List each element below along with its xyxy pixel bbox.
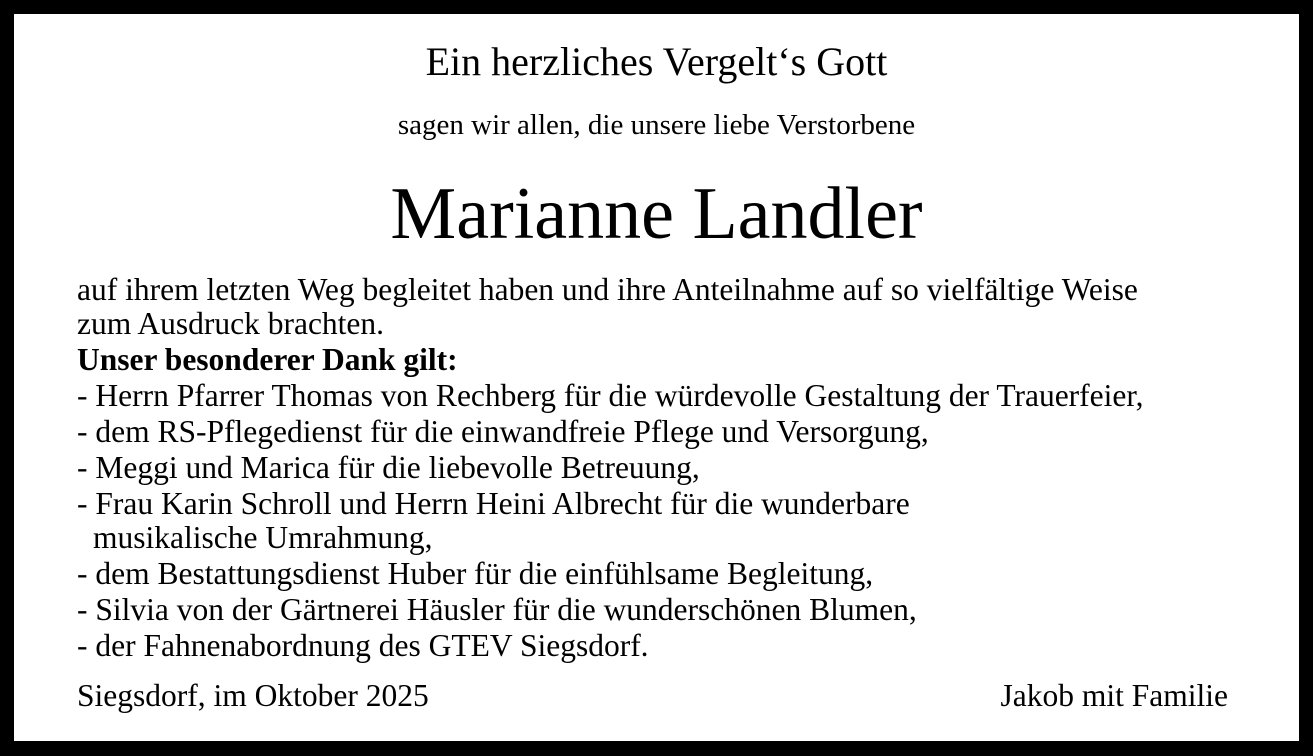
- thanks-item: - der Fahnenabordnung des GTEV Siegsdorf.: [77, 628, 649, 663]
- headline: Ein herzliches Vergelt‘s Gott: [425, 39, 888, 84]
- signature: Jakob mit Familie: [1000, 678, 1228, 713]
- thanks-item: - dem RS-Pflegedienst für die einwandfreie Pflege und Versorgung,: [77, 414, 929, 449]
- notice-body: [77, 272, 1143, 664]
- thanks-item: - Frau Karin Schroll und Herrn Heini Albrecht für die wunderbare: [77, 486, 910, 521]
- thanks-item-continuation: musikalische Umrahmung,: [93, 520, 433, 555]
- thanks-item: - Silvia von der Gärtnerei Häusler für die wunderschönen Blumen,: [77, 592, 917, 627]
- deceased-name: Marianne Landler: [390, 173, 923, 255]
- thanks-item: - dem Bestattungsdienst Huber für die einfühlsame Begleitung,: [77, 556, 874, 591]
- subline: sagen wir allen, die unsere liebe Verstorbene: [397, 109, 916, 141]
- thanks-heading: Unser besonderer Dank gilt:: [77, 342, 458, 377]
- thanks-item: - Herrn Pfarrer Thomas von Rechberg für die würdevolle Gestaltung der Trauerfeier,: [77, 378, 1144, 413]
- place-date: Siegsdorf, im Oktober 2025: [77, 678, 429, 713]
- intro-line: zum Ausdruck brachten.: [77, 306, 385, 341]
- thanks-item: - Meggi und Marica für die liebevolle Betreuung,: [77, 450, 700, 485]
- intro-line: auf ihrem letzten Weg begleitet haben und ihre Anteilnahme auf so vielfältige Weise: [77, 272, 1138, 307]
